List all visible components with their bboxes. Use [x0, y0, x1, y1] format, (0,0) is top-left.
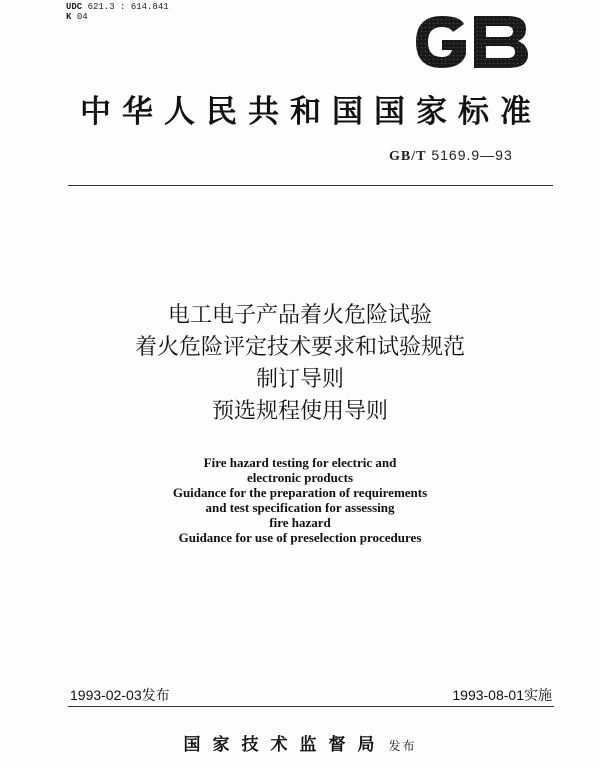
national-standard-heading: 中华人民共和国国家标准 — [80, 94, 542, 130]
udc-value: 621.3 : 614.841 — [87, 2, 169, 12]
english-title-line: fire hazard — [269, 515, 331, 530]
udc-line — [66, 2, 169, 12]
classification-codes — [66, 2, 169, 22]
chinese-title-line: 电工电子产品着火危险试验 — [167, 303, 432, 328]
k-label: K — [66, 12, 72, 22]
english-title-line: Guidance for the preparation of requirements — [172, 485, 428, 500]
header-divider — [68, 185, 553, 186]
footer-divider — [68, 706, 554, 707]
chinese-title-line: 制订导则 — [255, 367, 344, 392]
k-value: 04 — [76, 12, 88, 22]
issuing-authority — [0, 730, 600, 755]
english-title-line: Fire hazard testing for electric and — [203, 455, 397, 470]
standard-code: 5169.9—93 — [431, 147, 513, 163]
english-title-line: and test specification for assessing — [205, 500, 395, 515]
implementation-date: 1993-08-01实施 — [452, 687, 552, 703]
issue-date: 1993-02-03发布 — [70, 687, 170, 703]
chinese-title-line: 着火危险评定技术要求和试验规范 — [134, 335, 465, 360]
english-title-line: electronic products — [246, 470, 354, 485]
english-title-line: Guidance for use of preselection procedures — [178, 530, 422, 545]
standard-number — [389, 147, 513, 165]
english-title — [0, 455, 600, 545]
udc-label: UDC — [66, 2, 83, 12]
chinese-title-line: 预选规程使用导则 — [211, 399, 388, 424]
issuer-name: 国家技术监督局 — [183, 735, 387, 755]
issuer-suffix: 发布 — [388, 739, 417, 753]
gb-prefix: GB/T — [389, 149, 427, 164]
gb-logo-icon — [412, 14, 532, 70]
k-line — [66, 12, 169, 22]
chinese-title — [0, 300, 600, 428]
svg-text:GB: GB — [412, 14, 414, 15]
